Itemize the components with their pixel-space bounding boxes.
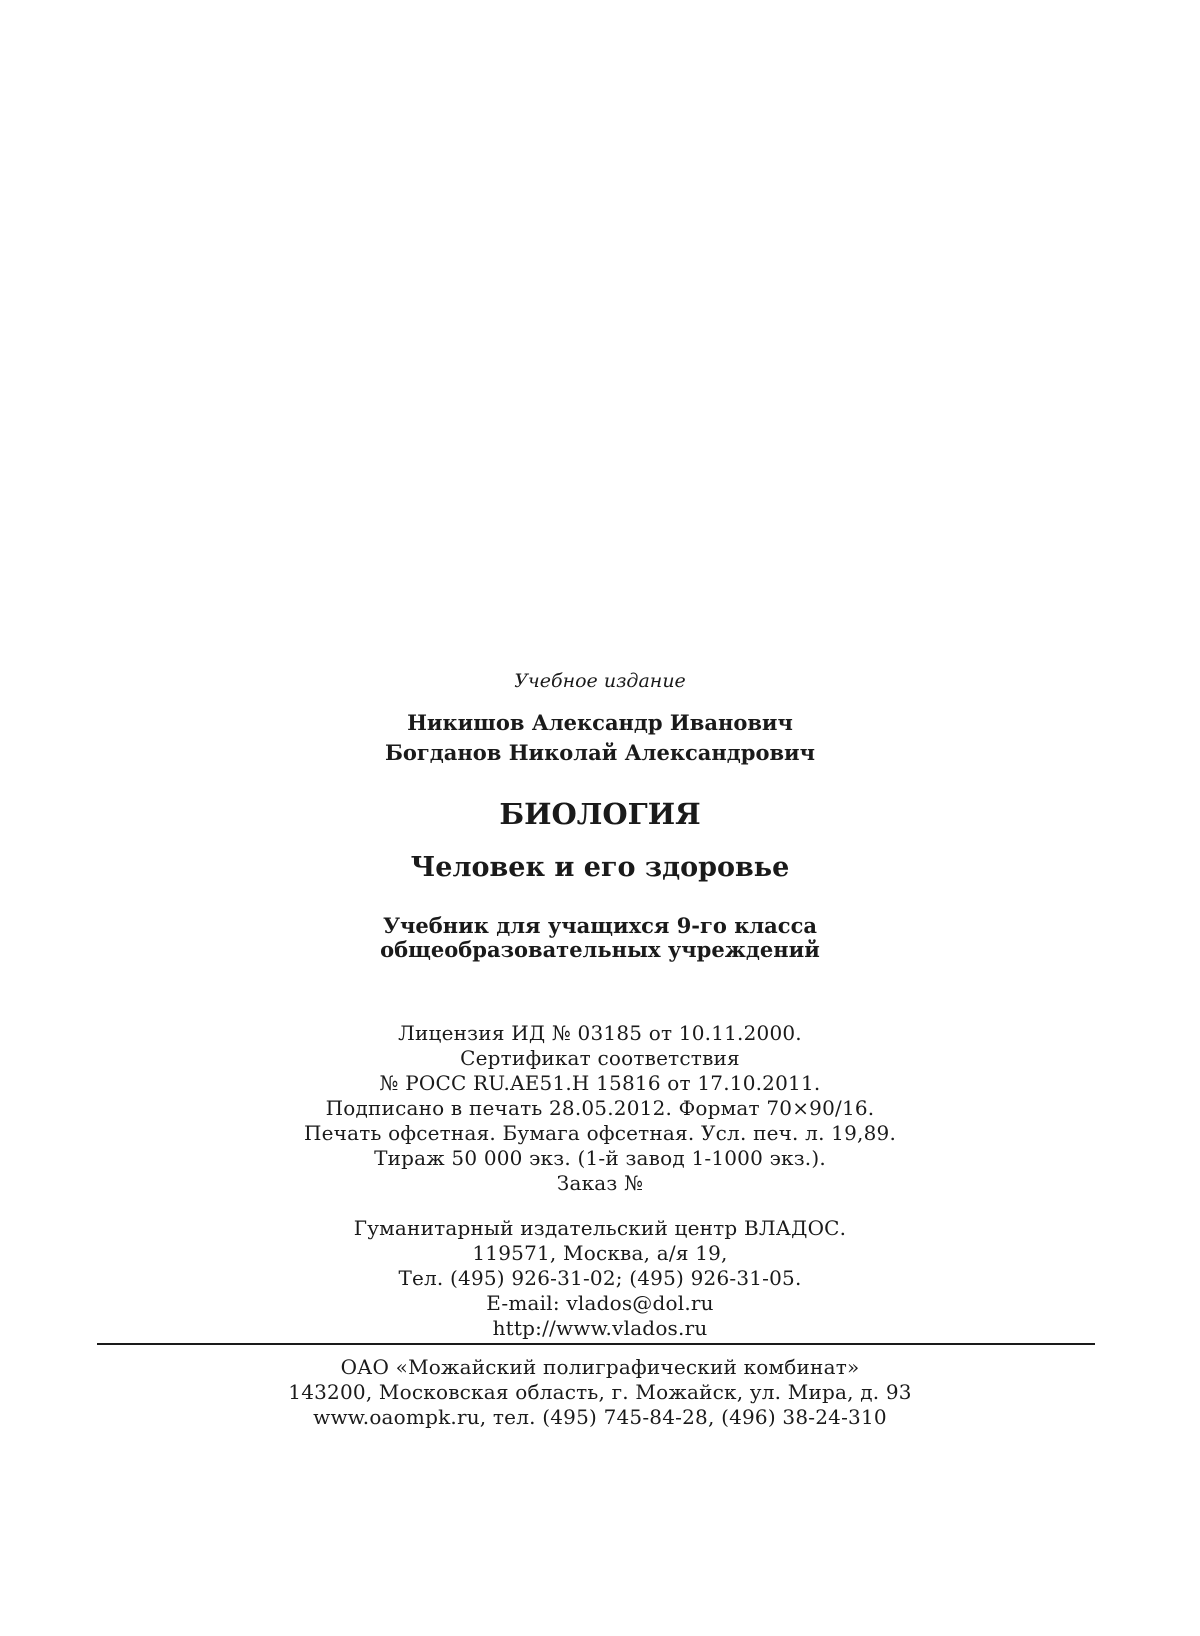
printer-line: 143200, Московская область, г. Можайск, ул. Мира, д. 93: [288, 1380, 912, 1404]
book-description-line: общеобразовательных учреждений: [380, 937, 820, 962]
author-name: Никишов Александр Иванович: [407, 710, 793, 735]
publication-info-line: Тираж 50 000 экз. (1-й завод 1-1000 экз.).: [374, 1146, 826, 1170]
publisher-contact-line: Гуманитарный издательский центр ВЛАДОС.: [353, 1216, 847, 1240]
publication-info-line: Сертификат соответствия: [460, 1046, 740, 1070]
publisher-email: E-mail: vlados@dol.ru: [486, 1291, 714, 1315]
printer-line: ОАО «Можайский полиграфический комбинат»: [340, 1355, 860, 1379]
publication-info-line: Печать офсетная. Бумага офсетная. Усл. печ. л. 19,89.: [303, 1121, 897, 1145]
publisher-website: http://www.vlados.ru: [492, 1316, 708, 1340]
publication-info-line: Подписано в печать 28.05.2012. Формат 70×90/16.: [325, 1096, 875, 1120]
publication-info-line: № РОСС RU.AE51.H 15816 от 17.10.2011.: [379, 1071, 821, 1095]
book-subtitle: Человек и его здоровье: [410, 852, 790, 883]
publisher-contact-line: 119571, Москва, а/я 19,: [472, 1241, 728, 1265]
publisher-contact-line: Тел. (495) 926-31-02; (495) 926-31-05.: [398, 1266, 802, 1290]
horizontal-rule: [97, 1343, 1095, 1345]
edition-type: Учебное издание: [514, 670, 686, 692]
printer-line: www.oaompk.ru, тел. (495) 745-84-28, (496) 38-24-310: [313, 1405, 887, 1429]
publication-info-line: Заказ №: [556, 1171, 644, 1195]
publication-info-line: Лицензия ИД № 03185 от 10.11.2000.: [398, 1021, 802, 1045]
book-title: БИОЛОГИЯ: [499, 797, 701, 831]
author-name: Богданов Николай Александрович: [384, 740, 816, 765]
book-description-line: Учебник для учащихся 9-го класса: [383, 913, 817, 938]
